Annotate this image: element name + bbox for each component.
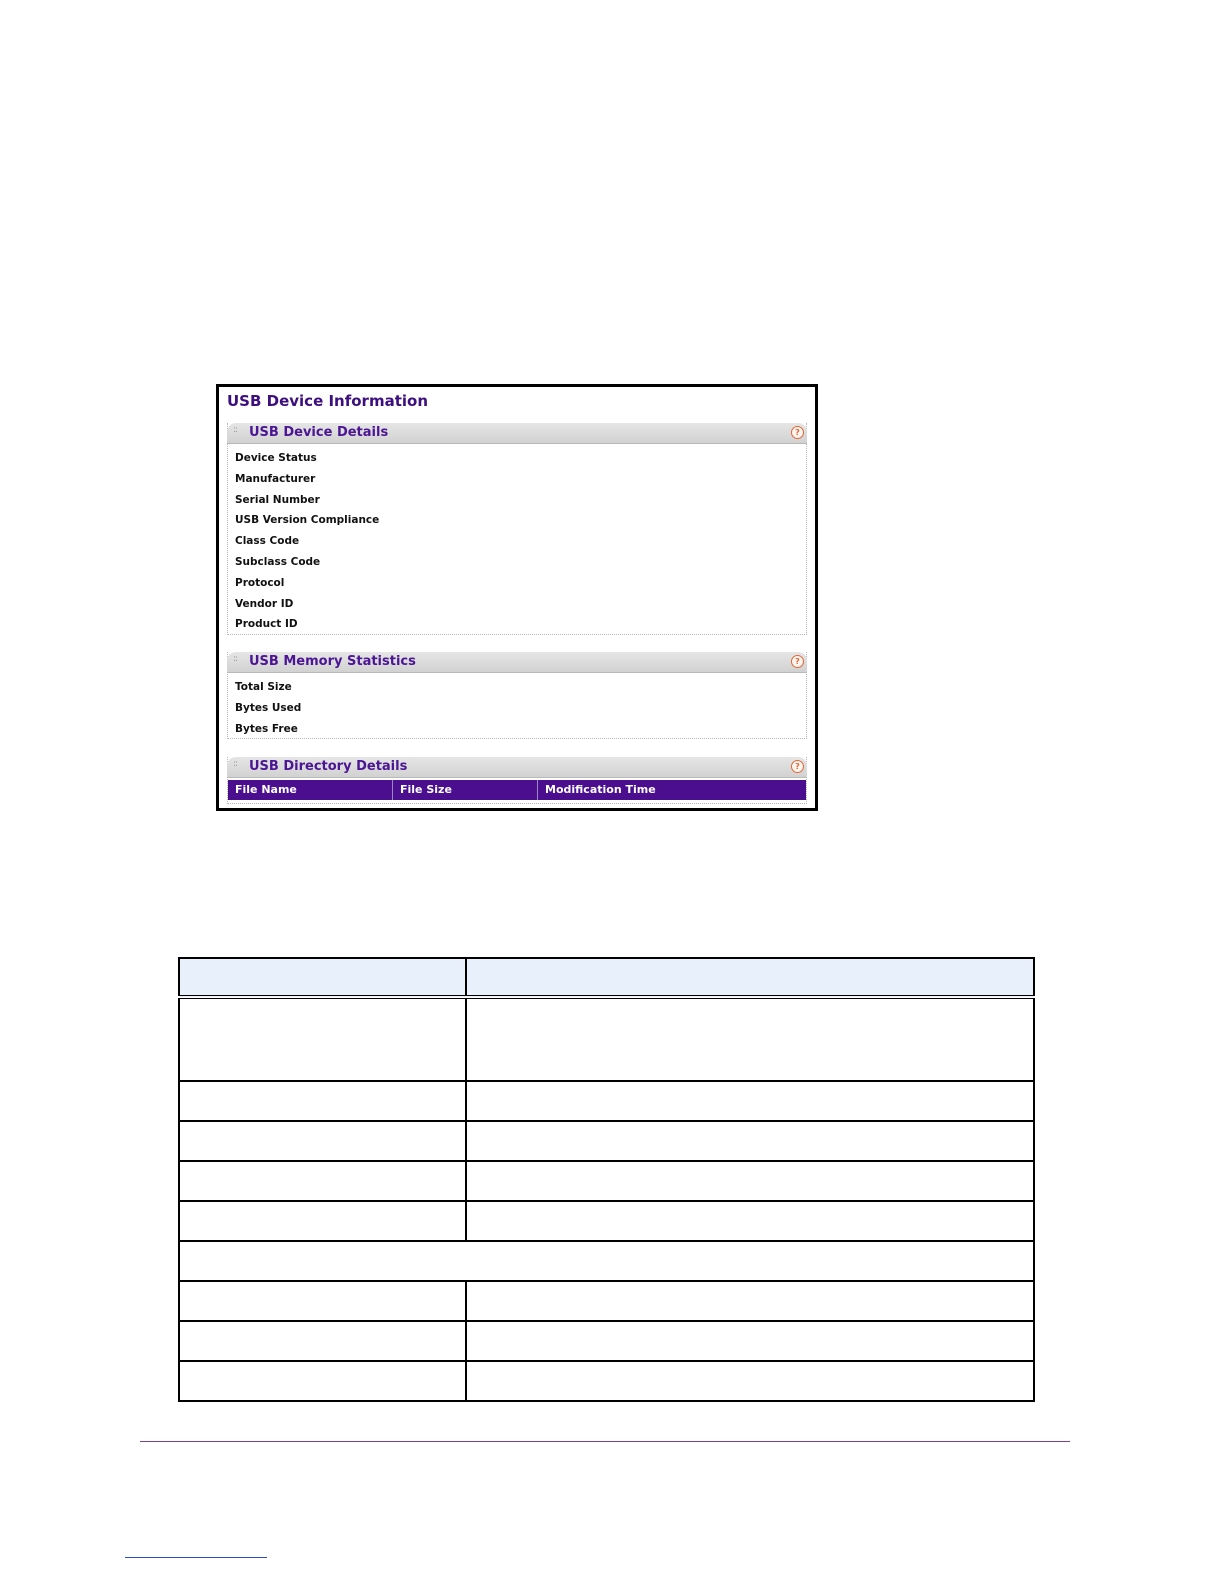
field-device-status: Device Status (235, 452, 317, 464)
table-cell (179, 1361, 466, 1401)
table-row (179, 1321, 1034, 1361)
table-row (179, 1081, 1034, 1121)
usb-memory-statistics-panel (227, 652, 807, 739)
usb-device-details-panel (227, 423, 807, 635)
table-section-row (179, 1241, 1034, 1281)
table-cell (179, 1121, 466, 1161)
table-row (179, 1161, 1034, 1201)
directory-table-header (228, 780, 806, 800)
table-cell (466, 1321, 1034, 1361)
column-modification-time[interactable]: Modification Time (545, 783, 656, 796)
usb-device-details-title: USB Device Details (249, 425, 389, 440)
field-bytes-free: Bytes Free (235, 722, 298, 735)
table-header-cell (179, 958, 466, 997)
table-cell (179, 1161, 466, 1201)
help-icon[interactable]: ? (791, 760, 804, 773)
field-product-id: Product ID (235, 618, 298, 631)
table-cell (466, 1201, 1034, 1241)
field-protocol: Protocol (235, 576, 285, 589)
table-cell (466, 1361, 1034, 1401)
help-icon[interactable]: ? (791, 655, 804, 668)
usb-directory-details-header[interactable] (227, 757, 807, 778)
table-header-cell (466, 958, 1034, 997)
table-cell (179, 1281, 466, 1321)
footer-divider (140, 1441, 1070, 1442)
drag-grip-icon[interactable]: :: (233, 654, 238, 664)
page-title: USB Device Information (227, 392, 429, 410)
field-vendor-id: Vendor ID (235, 597, 294, 610)
table-cell (466, 1281, 1034, 1321)
table-row (179, 1121, 1034, 1161)
table-cell (466, 1121, 1034, 1161)
usb-directory-details-title: USB Directory Details (249, 759, 408, 774)
field-manufacturer: Manufacturer (235, 472, 316, 485)
table-row (179, 1201, 1034, 1241)
help-icon[interactable]: ? (791, 426, 804, 439)
drag-grip-icon[interactable]: :: (233, 759, 238, 769)
table-cell (179, 1201, 466, 1241)
footer-link-underline (125, 1557, 267, 1558)
field-usb-version-compliance: USB Version Compliance (235, 514, 380, 527)
table-cell (179, 997, 466, 1081)
table-cell (179, 1081, 466, 1121)
column-file-size[interactable]: File Size (393, 780, 538, 800)
usb-memory-statistics-title: USB Memory Statistics (249, 654, 416, 669)
table-cell (466, 1161, 1034, 1201)
table-row (179, 1361, 1034, 1401)
field-total-size: Total Size (235, 681, 292, 693)
table-row (179, 997, 1034, 1081)
table-cell (179, 1241, 1034, 1281)
column-file-name[interactable]: File Name (228, 780, 393, 800)
field-subclass-code: Subclass Code (235, 555, 321, 568)
drag-grip-icon[interactable]: :: (233, 425, 238, 435)
table-cell (179, 1321, 466, 1361)
field-class-code: Class Code (235, 535, 300, 548)
table-row (179, 1281, 1034, 1321)
usb-directory-details-panel (227, 757, 807, 804)
field-serial-number: Serial Number (235, 493, 320, 506)
table-cell (466, 997, 1034, 1081)
field-description-table (178, 957, 1035, 1402)
usb-device-information-screenshot (216, 384, 818, 811)
usb-memory-statistics-header[interactable] (227, 652, 807, 673)
field-bytes-used: Bytes Used (235, 701, 302, 714)
table-header-row (179, 958, 1034, 997)
table-cell (466, 1081, 1034, 1121)
usb-device-details-header[interactable] (227, 423, 807, 444)
